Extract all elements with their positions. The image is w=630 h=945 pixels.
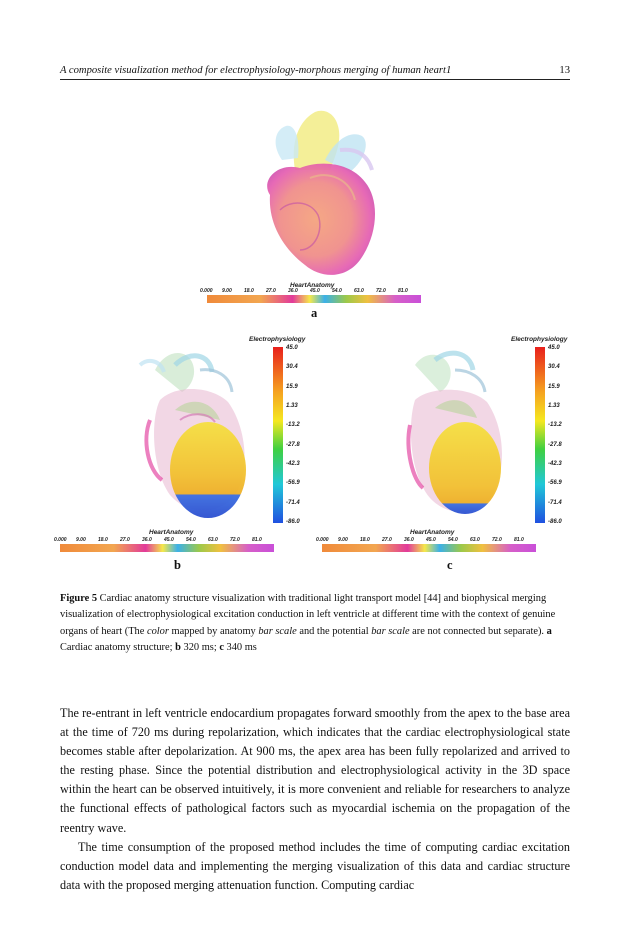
anatomy-tick-label: 0.000	[316, 537, 329, 543]
ep-tick-label: 1.33	[286, 403, 298, 409]
caption-italic-2: bar scale	[258, 625, 297, 637]
anatomy-tick-label: 81.0	[514, 537, 524, 543]
caption-italic-1: color	[146, 625, 169, 637]
sublabel-b: b	[174, 558, 181, 572]
anatomy-tick-label: 81.0	[252, 537, 262, 543]
anatomy-tick-label: 18.0	[360, 537, 370, 543]
ep-tick-label: -56.9	[548, 480, 562, 487]
anatomy-tick-label: 54.0	[332, 288, 342, 294]
anatomy-tick-label: 36.0	[404, 537, 414, 543]
caption-text-5: Cardiac anatomy structure;	[60, 642, 176, 654]
anatomy-tick-label: 27.0	[382, 537, 392, 543]
anatomy-tick-label: 9.00	[76, 537, 86, 543]
ep-tick-label: 30.4	[286, 364, 298, 371]
ep-tick-label: -71.4	[286, 499, 300, 506]
anatomy-bar-title-a: HeartAnatomy	[290, 282, 335, 289]
anatomy-bar-title-b: HeartAnatomy	[149, 529, 194, 536]
ep-tick-label: 45.0	[548, 345, 560, 351]
ep-tick-label: 15.9	[286, 383, 298, 390]
ep-tick-label: -13.2	[548, 422, 562, 429]
paragraph-1: The re-entrant in left ventricle endocardium propagates forward smoothly from the apex to the base area at the time of 720 ms during repolarization, which indicates that the cardiac electrophysiological state becomes stable after depolarization. At 900 ms, the apex area has been fully repolarized and arrived to the resting phase. Since the potential distribution and electrophysiological activity in the 3D space within the heart can be observed intuitively, it is more convenient and reliable for researchers to analyze the functional effects of pathological factors such as myocardial ischemia on the propagation of the reentry wave.	[60, 706, 570, 835]
ep-tick-label: -86.0	[286, 519, 300, 525]
ep-tick-label: -42.3	[286, 461, 300, 467]
anatomy-tick-label: 63.0	[208, 537, 218, 543]
anatomy-tick-label: 36.0	[142, 537, 152, 543]
ep-tick-label: -13.2	[286, 422, 300, 429]
caption-text-3: and the potential	[296, 625, 372, 637]
anatomy-tick-label: 9.00	[222, 288, 232, 294]
paragraph-2: The time consumption of the proposed method includes the time of computing cardiac excitation conduction model data and implementing the merging visualization of this data and cardiac structure data with the proposed merging attenuation function. Computing cardiac	[60, 839, 570, 892]
anatomy-tick-label: 54.0	[448, 537, 458, 543]
ep-bar-title-b: Electrophysiology	[249, 336, 306, 343]
anatomy-tick-label: 36.0	[288, 288, 298, 294]
anatomy-color-bar-b	[60, 544, 274, 552]
ep-tick-label: 30.4	[548, 364, 560, 371]
anatomy-tick-label: 27.0	[266, 288, 276, 294]
body-text	[60, 704, 570, 895]
anatomy-bar-title-c: HeartAnatomy	[410, 529, 455, 536]
figure-caption	[60, 591, 560, 657]
anatomy-tick-label: 72.0	[376, 288, 386, 294]
anatomy-tick-label: 63.0	[470, 537, 480, 543]
sublabel-c: c	[447, 558, 453, 572]
ep-tick-label: -27.8	[548, 441, 562, 448]
anatomy-tick-label: 45.0	[426, 537, 436, 543]
anatomy-tick-label: 81.0	[398, 288, 408, 294]
running-title: A composite visualization method for electrophysiology-morphous merging of human heart1	[60, 65, 452, 76]
ep-bar-title-c: Electrophysiology	[511, 336, 568, 343]
ep-color-bar-c	[535, 347, 545, 523]
ep-tick-label: -86.0	[548, 519, 562, 525]
ep-tick-label: -42.3	[548, 461, 562, 467]
ep-tick-label: 1.33	[548, 403, 560, 409]
anatomy-color-bar-c	[322, 544, 536, 552]
caption-text-2: mapped by anatomy	[168, 625, 259, 637]
heart-anatomy-render	[200, 100, 430, 290]
ep-tick-label: 15.9	[548, 383, 560, 390]
caption-text-7: 340 ms	[223, 642, 257, 654]
caption-bold-c: c	[219, 642, 224, 654]
ep-tick-label: -27.8	[286, 441, 300, 448]
caption-bold-a: a	[546, 625, 552, 637]
anatomy-tick-label: 63.0	[354, 288, 364, 294]
sublabel-a: a	[311, 306, 318, 320]
running-header	[60, 62, 570, 80]
caption-text-6: 320 ms;	[180, 642, 220, 654]
anatomy-tick-label: 72.0	[230, 537, 240, 543]
anatomy-tick-label: 0.000	[54, 537, 67, 543]
anatomy-tick-label: 27.0	[120, 537, 130, 543]
anatomy-color-bar-a	[207, 295, 421, 303]
anatomy-tick-label: 45.0	[310, 288, 320, 294]
anatomy-tick-label: 18.0	[98, 537, 108, 543]
anatomy-tick-label: 0.000	[200, 288, 213, 294]
anatomy-tick-label: 72.0	[492, 537, 502, 543]
page-number: 13	[559, 65, 570, 76]
anatomy-tick-label: 54.0	[186, 537, 196, 543]
ep-color-bar-b	[273, 347, 283, 523]
caption-italic-3: bar scale	[371, 625, 410, 637]
caption-text-4: are not connected but separate).	[409, 625, 547, 637]
anatomy-tick-label: 9.00	[338, 537, 348, 543]
heart-ep-render-340ms	[395, 330, 545, 530]
caption-bold-b: b	[175, 642, 181, 654]
anatomy-tick-label: 45.0	[164, 537, 174, 543]
figure-panel-c	[395, 330, 545, 530]
figure-label: Figure 5	[60, 593, 98, 604]
anatomy-tick-label: 18.0	[244, 288, 254, 294]
ep-tick-label: 45.0	[286, 345, 298, 351]
caption-text-1: Cardiac anatomy structure visualization with traditional light transport model [44] and biophysical merging visualization of electrophysiological excitation conduction in left ventricle at different time with the context of genuine organs of heart (The	[60, 593, 556, 637]
ep-tick-label: -56.9	[286, 480, 300, 487]
ep-tick-label: -71.4	[548, 499, 562, 506]
